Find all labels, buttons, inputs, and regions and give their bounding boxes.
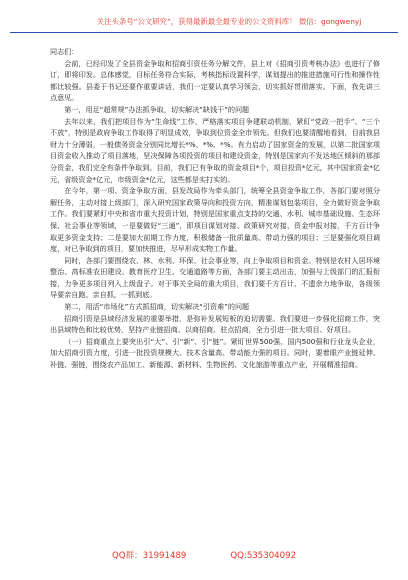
body-paragraph: 会前，已经印发了全县资金争取和招商引资任务分解文件，县上对《招商引资考核办法》也进行了修订，即将印发。总体感觉，目标任务符合实际，考核指标设置科学，谋划提出的推进措施可行性和操作性都比较强。县委于书记还要作重要讲话，我们一定要认真学习领会，切实抓好贯彻落实。下面，我先讲三点意见。 bbox=[50, 58, 380, 103]
section-heading: 第二，用活“市场化”方式抓招商，切实解决“引资难”的问题 bbox=[64, 302, 250, 312]
section-heading: 第一，用足“超常规”办法抓争取，切实解决“缺钱干”的问题 bbox=[64, 104, 250, 114]
body-paragraph: 去年以来，我们把项目作为“生命线”工作，严格落实项目争建联动机制，紧盯“党政一把手”、“三个不放”，特别是政府争取工作取得了明显成效，争取到位资金全市领先。但我们也要清醒地看到，目前我县财力十分薄弱，一般债务资金分别同比增长*%、*%、*%。有力启动了国家资金的发展，以第二批国家项目资金收入推动了项目落地，坚决保障各项投资的项目和建设资金，特别是国家向不发达地区倾斜的那部分资金，我们完全有条件争取到。目前，我们已有争取的资金项目*个，项目投资*亿元，其中国家资金*亿元，省级资金*亿元，市级资金*亿元，这些都是实打实的。 bbox=[50, 116, 380, 184]
salutation: 同志们： bbox=[50, 47, 79, 56]
body-paragraph: 同时，各部门要围绕农、林、水利、环保、社会事业等，向上争取项目和资金。特别是农村人居环境整治、高标准农田建设、教育医疗卫生、交通道路等方面，各部门要主动出击，加强与上级部门的汇报衔接，力争更多项目列入上级盘子。对于事关全局的重大项目，我们要千方百计、不遗余力地争取，各级领导要亲自跑、亲自抓，一抓到底。 bbox=[50, 255, 380, 300]
body-paragraph: 招商引资是县域经济发展的重要举措，是弥补发展短板的迫切需要。我们要进一步强化招商工作，突出县域特色和比较优势，坚持产业链招商、以商招商、驻点招商，全力引进一批大项目、好项目。 bbox=[50, 313, 380, 335]
footer-qq: QQ:535304092 bbox=[230, 551, 297, 561]
top-banner: 关注头条号“公文研究”，获得最新最全最专业的公文资料库！ 微信：gongwenyj bbox=[96, 17, 362, 26]
footer-qq-group: QQ群：31991489 bbox=[111, 551, 187, 561]
footer-contact bbox=[0, 548, 408, 564]
document-body bbox=[50, 46, 380, 371]
body-paragraph: 在今年，第一项、资金争取方面，县发改局作为牵头部门，统筹全县资金争取工作，各部门要对照分解任务，主动对接上级部门，深入研究国家政策导向和投资方向，精准谋划包装项目，全力做好资金争取工作。我们要紧盯中央和省市重大投资计划，特别是国家重点支持的交通、水利、城市基础设施、生态环保、社会事业等领域，一是要做好“三通”，即项目谋划对接、政策研究对接、资金申报对接，千方百计争取更多资金支持；二是要加大前期工作力度，积极储备一批质量高、带动力强的项目；三是要强化项目调度，对已争取到的项目，要加快推进，尽早形成实物工作量。 bbox=[50, 186, 380, 254]
header-divider bbox=[10, 32, 398, 33]
body-paragraph: （一）招商重点上要突出引“大”、引“新”、引“链”。紧盯世界500强、国内500强和行业龙头企业，加大招商引资力度，引进一批投资规模大、技术含量高、带动能力强的项目。同时，要着眼产业链延伸、补链、强链，围绕农产品加工、新能源、新材料、生物医药、文化旅游等重点产业，开展精准招商。 bbox=[50, 336, 380, 370]
